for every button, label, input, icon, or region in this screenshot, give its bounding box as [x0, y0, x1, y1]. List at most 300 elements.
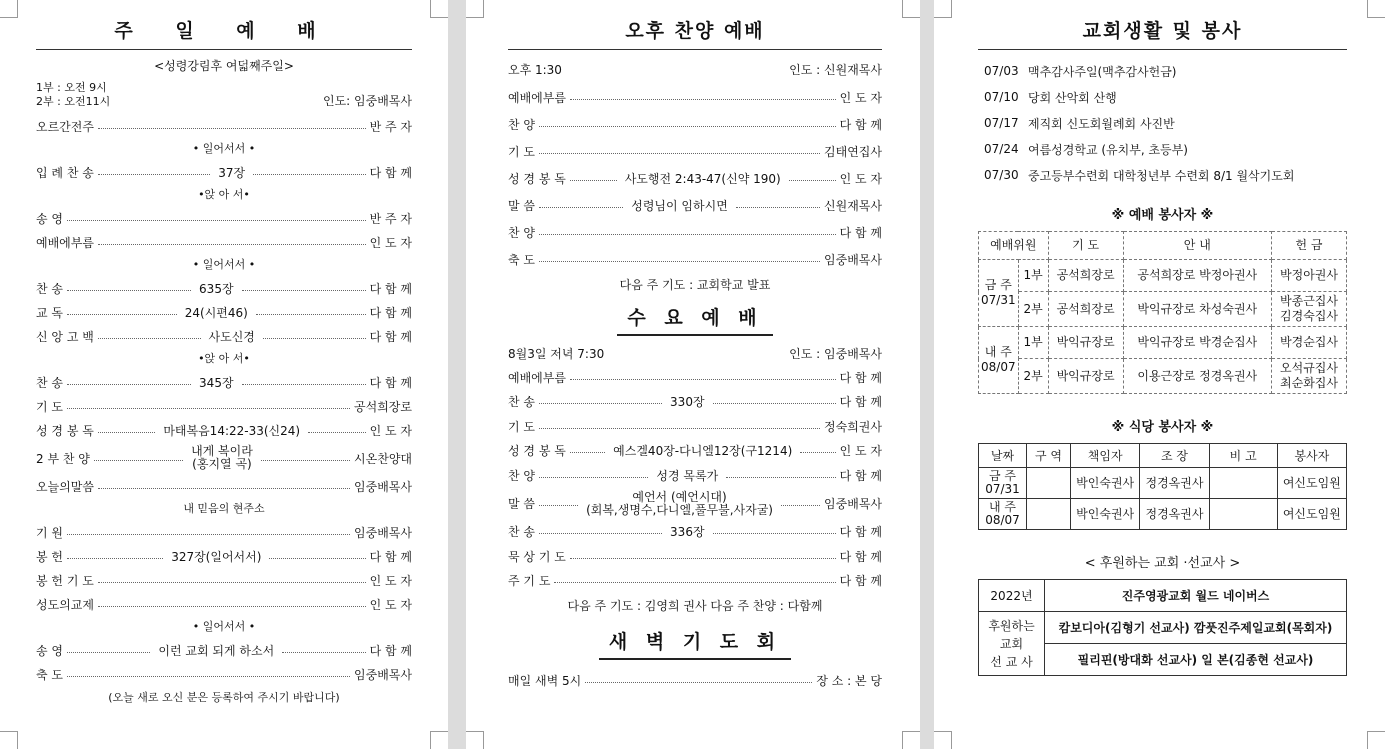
order-content-line: (홍지열 곡) — [192, 457, 252, 471]
leader-dots — [98, 244, 366, 245]
order-row — [508, 488, 882, 520]
order-person: 다 함 께 — [369, 375, 412, 390]
order-content: 성령님이 임하시면 — [631, 199, 728, 213]
mission-label-line: 교회 — [999, 636, 1024, 651]
next-prayer: 다음 주 기도 : 교회학교 발표 — [619, 278, 771, 292]
servant-table — [978, 231, 1347, 394]
servant-offering-name: 박경순집사 — [1280, 335, 1338, 349]
dawn-label: 매일 새벽 5시 — [508, 673, 582, 688]
cafe-header: 조 장 — [1140, 444, 1209, 468]
leader-dots — [736, 207, 820, 208]
bulletin-page-afternoon — [466, 0, 920, 749]
event-item — [984, 162, 1347, 188]
page-title: 교회생활 및 봉사 — [978, 14, 1347, 50]
leader-dots — [98, 582, 366, 583]
servant-prayer: 박익규장로 — [1048, 327, 1123, 359]
order-person: 다 함 께 — [839, 525, 882, 540]
wednesday-order — [508, 365, 882, 593]
afternoon-order — [508, 84, 882, 273]
order-row — [36, 638, 412, 662]
leader-dots — [570, 180, 617, 181]
mission-title: < 후원하는 교회 ·선교사 > — [1084, 556, 1241, 571]
order-content: 성경 목록가 — [656, 468, 719, 483]
order-row — [36, 394, 412, 418]
order-label: 2 부 찬 양 — [36, 451, 90, 466]
order-row — [36, 662, 412, 686]
servant-header: 안 내 — [1123, 232, 1271, 260]
order-row — [36, 300, 412, 324]
crop-mark — [466, 731, 484, 749]
order-label: 찬 송 — [36, 375, 63, 390]
servant-guide: 박익규장로 박경순집사 — [1123, 327, 1271, 359]
leader-dots — [98, 338, 201, 339]
event-item — [984, 136, 1347, 162]
order-content: 24(시편46) — [184, 305, 248, 320]
leader-dots — [94, 460, 183, 461]
leader-dots — [269, 558, 365, 559]
order-label: 오늘의말씀 — [36, 479, 94, 494]
leader-dots — [539, 505, 578, 506]
order-person: 다 함 께 — [839, 370, 882, 385]
servant-offering-name: 박정아권사 — [1280, 268, 1338, 282]
cafe-week: 금 주 — [989, 469, 1016, 483]
servant-offering — [1272, 359, 1347, 394]
order-person: 다 함 께 — [839, 226, 882, 240]
leader-dots — [713, 403, 836, 404]
order-label: 성 경 봉 독 — [508, 172, 566, 186]
servant-part: 2부 — [1018, 359, 1048, 394]
footer-note: (오늘 새로 오신 분은 등록하여 주시기 바랍니다) — [108, 691, 340, 704]
cafe-header: 구 역 — [1027, 444, 1071, 468]
order-row — [508, 219, 882, 246]
order-row — [36, 276, 412, 300]
order-person: 신원재목사 — [824, 199, 882, 213]
cafe-date — [979, 468, 1027, 499]
order-row — [36, 442, 412, 474]
leader-dots — [67, 652, 150, 653]
order-label: 성 경 봉 독 — [36, 423, 94, 438]
cafe-lead: 박인숙권사 — [1071, 499, 1140, 530]
order-row — [36, 544, 412, 568]
cafe-header: 비 고 — [1209, 444, 1277, 468]
crop-mark — [902, 731, 920, 749]
servant-week-label: 금 주 — [984, 278, 1012, 292]
leader-dots — [570, 558, 836, 559]
order-label: 예배에부름 — [508, 91, 566, 105]
order-person: 반 주 자 — [369, 211, 412, 226]
order-content-line: (회복,생명수,다니엘,풀무불,사자굴) — [586, 502, 773, 517]
dawn-row — [508, 668, 882, 692]
leader-dots — [263, 338, 366, 339]
order-person: 다 함 께 — [839, 574, 882, 589]
event-text: 여름성경학교 (유치부, 초등부) — [1028, 142, 1188, 157]
order-label: 오르간전주 — [36, 119, 94, 134]
order-row — [508, 544, 882, 569]
service-time: 오후 1:30 — [508, 62, 562, 77]
event-text: 중고등부수련회 대학청년부 수련회 8/1 월삭기도회 — [1028, 168, 1295, 183]
order-content: 예스겔40장-다니엘12장(구1214) — [613, 444, 793, 459]
event-date: 07/24 — [984, 142, 1019, 156]
order-person: 인 도 자 — [369, 423, 412, 438]
leader: 인도: 임중배목사 — [322, 94, 412, 108]
order-row — [36, 370, 412, 394]
servant-week — [979, 327, 1019, 394]
order-label: 신 앙 고 백 — [36, 329, 94, 344]
order-label: 송 영 — [36, 643, 63, 658]
order-content: 330장 — [670, 395, 705, 410]
cafe-date-value: 08/07 — [985, 513, 1020, 527]
leader-dots — [308, 432, 366, 433]
dawn-place: 장 소 : 본 당 — [816, 673, 882, 688]
order-row — [508, 414, 882, 439]
order-row — [508, 365, 882, 390]
servant-guide: 박익규장로 차성숙권사 — [1123, 292, 1271, 327]
servant-part: 1부 — [1018, 260, 1048, 292]
leader-dots — [570, 452, 605, 453]
order-person: 임중배목사 — [824, 253, 882, 267]
order-row — [508, 463, 882, 488]
section-note: •앉 아 서• — [198, 188, 250, 201]
service-times — [36, 81, 110, 109]
crop-mark — [1367, 0, 1385, 18]
servant-offering — [1272, 292, 1347, 327]
leader-dots — [539, 403, 662, 404]
order-row — [508, 84, 882, 111]
leader-dots — [67, 220, 366, 221]
cafe-server: 여신도임원 — [1277, 499, 1346, 530]
order-label: 기 원 — [36, 525, 63, 540]
cafe-table — [978, 443, 1347, 530]
cafe-zone — [1027, 468, 1071, 499]
crop-mark — [1367, 731, 1385, 749]
leader-dots — [98, 432, 156, 433]
subtitle: <성령강림후 여덟째주일> — [154, 59, 294, 73]
crop-mark — [934, 0, 952, 18]
order-row — [508, 569, 882, 594]
leader-dots — [789, 180, 836, 181]
leader-dots — [539, 153, 820, 154]
servant-week-date: 08/07 — [981, 360, 1016, 374]
leader-dots — [67, 534, 350, 535]
mission-church-row: 진주영광교회 월드 네이버스 — [1045, 580, 1347, 612]
cafe-date-value: 07/31 — [985, 482, 1020, 496]
leader-dots — [539, 234, 836, 235]
order-content: 사도신경 — [208, 329, 255, 344]
cafe-header: 책임자 — [1071, 444, 1140, 468]
leader-dots — [98, 128, 366, 129]
order-person: 임중배목사 — [354, 479, 412, 494]
section-note: 내 믿음의 현주소 — [183, 502, 265, 515]
mission-label-line: 선 교 사 — [990, 654, 1033, 669]
bulletin-page-sunday — [0, 0, 448, 749]
order-row — [508, 520, 882, 545]
leader-dots — [242, 384, 366, 385]
leader-dots — [98, 606, 366, 607]
leader-dots — [713, 533, 836, 534]
crop-mark — [430, 731, 448, 749]
order-person: 다 함 께 — [839, 118, 882, 132]
leader-dots — [539, 207, 623, 208]
order-label: 송 영 — [36, 211, 63, 226]
servant-title: ※ 예배 봉사자 ※ — [1111, 208, 1214, 223]
order-person: 반 주 자 — [369, 119, 412, 134]
leader-dots — [67, 408, 350, 409]
crop-mark — [0, 731, 18, 749]
event-text: 제직회 신도회월례회 사진반 — [1028, 116, 1175, 131]
leader-dots — [539, 477, 648, 478]
leader-dots — [539, 533, 662, 534]
order-label: 찬 양 — [508, 118, 535, 132]
order-label: 성도의교제 — [36, 597, 94, 612]
order-person: 인 도 자 — [839, 172, 882, 186]
dawn-title: 새 벽 기 도 회 — [599, 627, 791, 660]
order-label: 성 경 봉 독 — [508, 444, 566, 459]
servant-header: 기 도 — [1048, 232, 1123, 260]
order-content: 345장 — [199, 375, 234, 390]
cafe-chief: 정경옥권사 — [1140, 499, 1209, 530]
order-label: 기 도 — [508, 145, 535, 159]
order-content: 327장(일어서서) — [171, 549, 262, 564]
order-content — [187, 445, 257, 471]
cafe-header: 봉사자 — [1277, 444, 1346, 468]
order-person: 인 도 자 — [839, 91, 882, 105]
leader-dots — [800, 452, 835, 453]
event-text: 맥추감사주일(맥추감사헌금) — [1028, 64, 1177, 79]
event-list — [978, 58, 1347, 188]
time-first: 1부 : 오전 9시 — [36, 81, 107, 94]
cafe-header: 날짜 — [979, 444, 1027, 468]
order-content: 마태복음14:22-33(신24) — [163, 423, 301, 438]
order-person: 인 도 자 — [369, 597, 412, 612]
servant-week-label: 내 주 — [984, 345, 1012, 359]
leader-dots — [726, 477, 835, 478]
order-content: 336장 — [670, 525, 705, 540]
order-person: 공석희장로 — [354, 399, 412, 414]
section-note: •앉 아 서• — [198, 352, 250, 365]
order-row — [36, 568, 412, 592]
bulletin-page-church-life — [934, 0, 1385, 749]
page-title: 오후 찬양 예배 — [508, 14, 882, 50]
order-label: 예배에부름 — [508, 370, 566, 385]
order-row — [508, 390, 882, 415]
cafe-date — [979, 499, 1027, 530]
order-row — [36, 592, 412, 616]
order-person: 임중배목사 — [354, 667, 412, 682]
order-person: 다 함 께 — [369, 165, 412, 180]
order-content: 이런 교회 되게 하소서 — [158, 643, 275, 658]
order-person: 김태연집사 — [824, 145, 882, 159]
cafe-note — [1209, 499, 1277, 530]
order-person: 시온찬양대 — [354, 451, 413, 466]
servant-offering-name: 박종근집사 — [1280, 294, 1338, 308]
leader-dots — [554, 582, 835, 583]
order-of-worship — [36, 114, 412, 686]
order-person: 인 도 자 — [369, 235, 412, 250]
order-row — [508, 192, 882, 219]
order-row — [36, 230, 412, 254]
order-person: 다 함 께 — [369, 549, 413, 564]
order-label: 말 씀 — [508, 199, 535, 213]
order-content-line: 예언서 (예언시대) — [632, 489, 727, 504]
servant-prayer: 박익규장로 — [1048, 359, 1123, 394]
servant-offering — [1272, 327, 1347, 359]
crop-mark — [934, 731, 952, 749]
mission-year: 2022년 — [979, 580, 1045, 612]
time-second: 2부 : 오전11시 — [36, 95, 111, 108]
crop-mark — [430, 0, 448, 18]
servant-offering-name: 오석규집사 — [1280, 361, 1338, 375]
leader-dots — [570, 99, 836, 100]
servant-week — [979, 260, 1019, 327]
event-item — [984, 84, 1347, 110]
order-person: 다 함 께 — [839, 549, 882, 564]
order-person: 임중배목사 — [824, 497, 883, 511]
order-row — [508, 138, 882, 165]
leader-dots — [67, 290, 191, 291]
crop-mark — [466, 0, 484, 18]
order-label: 주 기 도 — [508, 574, 551, 589]
servant-prayer: 공석희장로 — [1048, 260, 1123, 292]
order-label: 기 도 — [36, 399, 63, 414]
order-label: 찬 양 — [508, 226, 535, 240]
event-date: 07/10 — [984, 90, 1019, 104]
servant-part: 1부 — [1018, 327, 1048, 359]
cafe-zone — [1027, 499, 1071, 530]
event-date: 07/03 — [984, 64, 1019, 78]
order-row — [508, 165, 882, 192]
order-row — [36, 324, 412, 348]
event-item — [984, 110, 1347, 136]
wed-time: 8월3일 저녁 7:30 — [508, 346, 605, 361]
order-row — [36, 206, 412, 230]
section-note: • 일어서서 • — [192, 620, 256, 633]
mission-row-1: 캄보디아(김형기 선교사) 깜풋진주제일교회(목회자) — [1045, 612, 1347, 644]
order-person: 다 함 께 — [369, 643, 412, 658]
order-row — [508, 439, 882, 464]
section-note: • 일어서서 • — [192, 258, 256, 271]
cafe-lead: 박인숙권사 — [1071, 468, 1140, 499]
leader-dots — [261, 460, 350, 461]
order-row — [36, 520, 412, 544]
cafe-server: 여신도임원 — [1277, 468, 1346, 499]
servant-guide: 이용근장로 정경옥권사 — [1123, 359, 1271, 394]
servant-part: 2부 — [1018, 292, 1048, 327]
order-person: 인 도 자 — [839, 444, 883, 459]
leader-dots — [242, 290, 366, 291]
order-label: 교 독 — [36, 305, 63, 320]
order-person: 다 함 께 — [839, 395, 882, 410]
servant-offering-name: 김경숙집사 — [1280, 309, 1338, 323]
leader-dots — [67, 558, 163, 559]
order-label: 봉 헌 — [36, 549, 63, 564]
order-row — [36, 114, 412, 138]
cafe-title: ※ 식당 봉사자 ※ — [1111, 420, 1214, 435]
section-note: • 일어서서 • — [192, 142, 256, 155]
leader-dots — [67, 314, 177, 315]
order-row — [36, 474, 412, 498]
order-label: 묵 상 기 도 — [508, 549, 566, 564]
crop-mark — [902, 0, 920, 18]
mission-row-2: 필리핀(방대화 선교사) 일 본(김종현 선교사) — [1045, 644, 1347, 676]
wed-leader: 인도 : 임중배목사 — [789, 346, 882, 361]
leader-dots — [67, 676, 350, 677]
leader-dots — [539, 261, 820, 262]
leader-dots — [570, 379, 836, 380]
order-person: 다 함 께 — [369, 281, 412, 296]
servant-guide: 공석희장로 박정아권사 — [1123, 260, 1271, 292]
event-date: 07/17 — [984, 116, 1019, 130]
order-person: 다 함 께 — [839, 468, 882, 483]
order-person: 임중배목사 — [354, 525, 412, 540]
servant-prayer: 공석희장로 — [1048, 292, 1123, 327]
event-item — [984, 58, 1347, 84]
leader-dots — [253, 174, 365, 175]
order-content — [582, 491, 777, 517]
leader-dots — [539, 428, 820, 429]
mission-table — [978, 579, 1347, 676]
mission-label-line: 후원하는 — [988, 618, 1035, 633]
leader: 인도 : 신원재목사 — [789, 62, 882, 77]
cafe-chief: 정경옥권사 — [1140, 468, 1209, 499]
order-person: 인 도 자 — [369, 573, 412, 588]
leader-dots — [585, 682, 812, 683]
order-label: 찬 양 — [508, 468, 535, 483]
order-row — [508, 246, 882, 273]
order-label: 찬 송 — [508, 525, 535, 540]
order-label: 예배에부름 — [36, 235, 94, 250]
order-content: 사도행전 2:43-47(신약 190) — [624, 172, 781, 186]
servant-offering-name: 최순화집사 — [1280, 376, 1338, 390]
order-person: 다 함 께 — [369, 305, 412, 320]
servant-week-date: 07/31 — [981, 293, 1016, 307]
order-label: 찬 송 — [508, 395, 535, 410]
event-text: 당회 산악회 산행 — [1028, 90, 1117, 105]
event-date: 07/30 — [984, 168, 1019, 182]
order-row — [508, 111, 882, 138]
cafe-week: 내 주 — [989, 500, 1016, 514]
leader-dots — [67, 384, 191, 385]
leader-dots — [98, 174, 210, 175]
order-label: 축 도 — [36, 667, 63, 682]
order-content-line: 내게 복이라 — [191, 444, 253, 458]
order-label: 봉 헌 기 도 — [36, 573, 94, 588]
page-title: 주 일 예 배 — [36, 14, 412, 50]
order-label: 찬 송 — [36, 281, 63, 296]
order-label: 말 씀 — [508, 497, 535, 511]
servant-offering — [1272, 260, 1347, 292]
order-row — [36, 160, 412, 184]
order-person: 정숙희권사 — [824, 419, 882, 434]
leader-dots — [539, 126, 836, 127]
wed-title: 수 요 예 배 — [617, 303, 772, 336]
servant-header: 헌 금 — [1272, 232, 1347, 260]
order-content: 37장 — [218, 165, 246, 180]
leader-dots — [282, 652, 365, 653]
order-label: 축 도 — [508, 253, 535, 267]
leader-dots — [256, 314, 366, 315]
servant-header: 예배위원 — [979, 232, 1049, 260]
order-content: 635장 — [199, 281, 234, 296]
mission-label — [979, 612, 1045, 676]
cafe-note — [1209, 468, 1277, 499]
wed-next: 다음 주 기도 : 김영희 권사 다음 주 찬양 : 다함께 — [567, 599, 823, 613]
leader-dots — [781, 505, 820, 506]
order-label: 기 도 — [508, 419, 535, 434]
crop-mark — [0, 0, 18, 18]
order-row — [36, 418, 412, 442]
leader-dots — [98, 488, 350, 489]
order-person: 다 함 께 — [369, 329, 412, 344]
